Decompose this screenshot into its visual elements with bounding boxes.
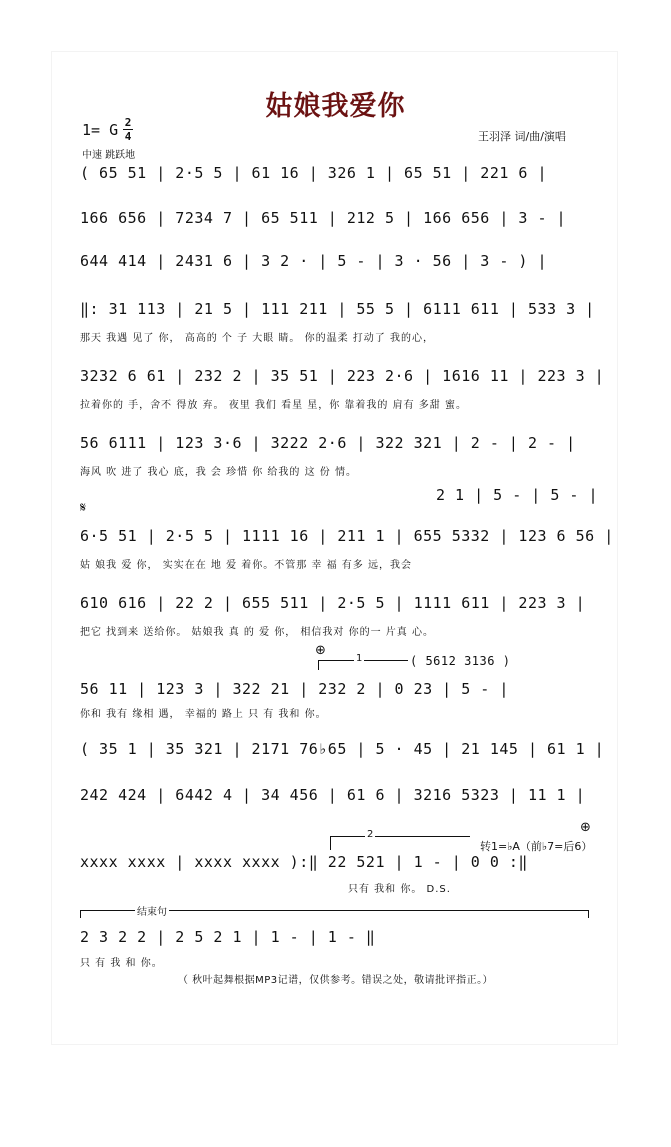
song-title: 姑娘我爱你 (265, 91, 406, 122)
ending-label: 结束句 (135, 903, 169, 918)
score-row-9: 610 616 | 22 2 | 655 511 | 2·5 5 | 1111 611 | 223 3 | (80, 594, 586, 612)
credit-line: 王羽泽 词/曲/演唱 (478, 130, 566, 143)
volta-2-label: 2 (367, 829, 374, 840)
score-row-2: 166 656 | 7234 7 | 65 511 | 212 5 | 166 656 | 3 - | (80, 209, 567, 227)
key-signature: 1= G (82, 121, 119, 139)
meter-bottom: 4 (124, 130, 132, 143)
lyric-row-8: 姑 娘我 爱 你， 实实在在 地 爱 着你。不管那 幸 福 有多 远，我会 (80, 560, 412, 571)
meter-top: 2 (124, 116, 132, 129)
score-row-13: 242 424 | 6442 4 | 34 456 | 61 6 | 3216 5323 | 11 1 | (80, 786, 586, 804)
tempo-marking: 中速 跳跃地 (82, 150, 136, 161)
lyric-row-15: 只 有 我 和 你。 (80, 958, 163, 969)
volta-2-line (330, 836, 470, 837)
lyric-row-9: 把它 找到来 送给你。 姑娘我 真 的 爱 你， 相信我对 你的一 片真 心。 (80, 627, 434, 638)
time-signature (123, 117, 133, 142)
footnote: （ 秋叶起舞根据MP3记谱，仅供参考。错误之处，敬请批评指正。） (177, 975, 494, 986)
score-row-12: ( 35 1 | 35 321 | 2171 76♭65 | 5 · 45 | 21 145 | 61 1 | (80, 740, 605, 758)
score-row-11: 56 11 | 123 3 | 322 21 | 232 2 | 0 23 | 5 - | (80, 680, 509, 698)
lyric-row-6: 海风 吹 进了 我心 底，我 会 珍惜 你 给我的 这 份 情。 (80, 467, 357, 478)
score-row-6: 56 6111 | 123 3·6 | 3222 2·6 | 322 321 | 2 - | 2 - | (80, 434, 576, 452)
score-row-8: 6·5 51 | 2·5 5 | 1111 16 | 211 1 | 655 5332 | 123 6 56 | (80, 527, 614, 545)
coda-sign-2: ⊕ (580, 820, 592, 835)
segno-sign: 𝄋 (80, 500, 87, 516)
modulation-note: 转1=♭A（前♭7=后6） (480, 840, 593, 853)
coda-sign: ⊕ (315, 643, 327, 658)
score-row-1: ( 65 51 | 2·5 5 | 61 16 | 326 1 | 65 51 | 221 6 | (80, 164, 548, 182)
score-row-3: 644 414 | 2431 6 | 3 2 · | 5 - | 3 · 56 | 3 - ) | (80, 252, 548, 270)
score-row-bracket: ( 5612 3136 ) (410, 654, 511, 668)
lyric-row-4: 那天 我遇 见了 你， 高高的 个 子 大眼 睛。 你的温柔 打动了 我的心， (80, 333, 434, 344)
lyric-row-11: 你和 我有 缘相 遇， 幸福的 路上 只 有 我和 你。 (80, 709, 327, 720)
score-sheet (52, 52, 617, 1044)
score-row-14: xxxx xxxx | xxxx xxxx ):‖ 22 521 | 1 - | 0 0 :‖ (80, 853, 528, 871)
volta-1-label: 1 (356, 653, 363, 664)
score-row-15: 2 3 2 2 | 2 5 2 1 | 1 - | 1 - ‖ (80, 928, 376, 946)
lyric-row-14: 只有 我和 你。 D.S. (348, 884, 451, 895)
score-row-5: 3232 6 61 | 232 2 | 35 51 | 223 2·6 | 1616 11 | 223 3 | (80, 367, 605, 385)
score-row-4: ‖: 31 113 | 21 5 | 111 211 | 55 5 | 6111 611 | 533 3 | (80, 300, 595, 318)
score-row-alt-ending: 2 1 | 5 - | 5 - | (436, 486, 599, 504)
lyric-row-5: 拉着你的 手，舍不 得放 弃。 夜里 我们 看星 星，你 靠着我的 肩有 多甜 蜜。 (80, 400, 467, 411)
